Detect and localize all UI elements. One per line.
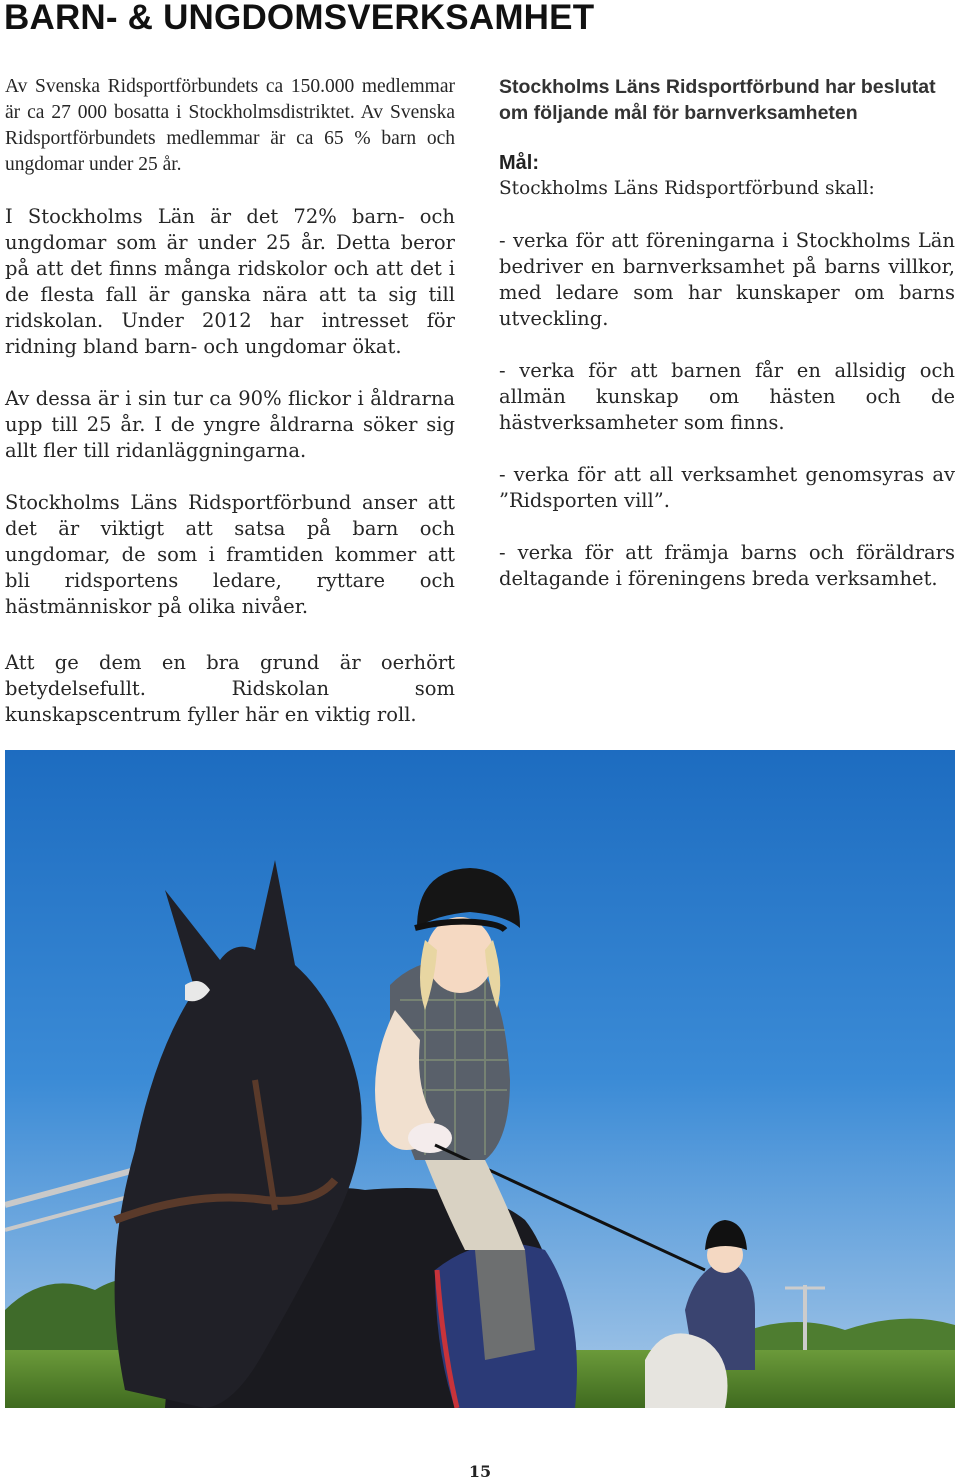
girls-share-paragraph: Av dessa är i sin tur ca 90% flickor i åldrarna upp till 25 år. I de yngre åldrarna söker sig allt fler till ridanläggningarna.: [5, 387, 455, 462]
page-title: BARN- & UNGDOMSVERKSAMHET: [4, 0, 595, 37]
closing-paragraph: Att ge dem en bra grund är oerhört betydelsefullt. Ridskolan som kunskapscentrum fyller här en viktig roll.: [5, 651, 455, 726]
right-column: [499, 74, 955, 618]
goal-item: - verka för att barnen får en allsidig och allmän kunskap om hästen och de hästverksamheter som finns.: [499, 359, 955, 434]
goal-item: - verka för att främja barns och föräldrars deltagande i föreningens breda verksamhet.: [499, 541, 955, 590]
intro-paragraph: Av Svenska Ridsportförbundets ca 150.000 medlemmar är ca 27 000 bosatta i Stockholmsdistriktet. Av Svenska Ridsportförbundets medlemmar är ca 65 % barn och ungdomar under 25 år.: [5, 76, 455, 175]
goals-heading: Stockholms Läns Ridsportförbund har beslutat om följande mål för barnverksamheten: [499, 76, 936, 124]
investment-paragraph: Stockholms Läns Ridsportförbund anser att det är viktigt att satsa på barn och ungdomar, de som i framtiden kommer att bli ridsportens ledare, ryttare och hästmänniskor på olika nivåer.: [5, 491, 455, 618]
goal-subheading: Stockholms Läns Ridsportförbund skall:: [499, 178, 875, 199]
left-column: [5, 74, 455, 646]
goal-label: Mål:: [499, 152, 539, 174]
goal-item: - verka för att all verksamhet genomsyras av ”Ridsporten vill”.: [499, 463, 955, 512]
page-number: 15: [468, 1462, 492, 1481]
goal-item: - verka för att föreningarna i Stockholms Län bedriver en barnverksamhet på barns villkor, med ledare som har kunskaper om barns utveckling.: [499, 229, 955, 330]
photo-child-on-horse: [5, 750, 955, 1408]
stockholm-share-paragraph: I Stockholms Län är det 72% barn- och ungdomar som är under 25 år. Detta beror på att det finns många ridskolor och att det i de flesta fall är ganska nära att ta sig till ridskolan. Under 2012 har intresset för ridning bland barn- och ungdomar ökat.: [5, 205, 455, 358]
